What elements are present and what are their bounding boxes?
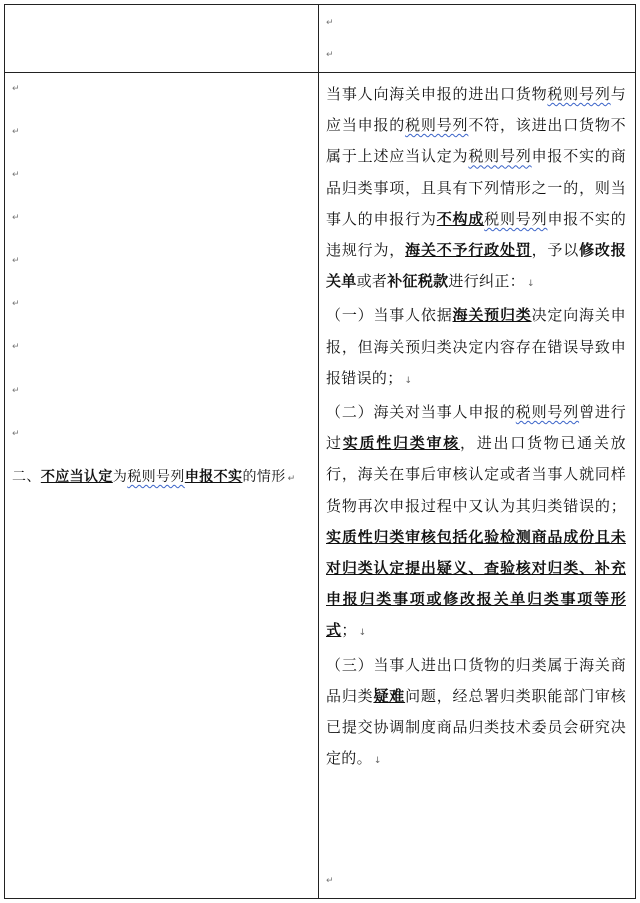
paragraph-mark: ↵: [287, 474, 296, 484]
tariff-term: 税则号列: [547, 85, 611, 103]
label-prefix: 二、: [12, 469, 41, 485]
emphasis-difficult: 疑难: [373, 686, 406, 705]
text: 申报不实的违规行为，: [326, 209, 626, 260]
label-tariff-number: 税则号列: [127, 469, 185, 485]
text: 曾进行过: [326, 403, 626, 453]
text: 申报不实的商品归类事项，且具有下列情形之一的，则当事人的申报行为: [326, 147, 626, 228]
tariff-term: 税则号列: [515, 403, 580, 422]
text: ；: [341, 621, 357, 640]
rule-content: [326, 79, 626, 777]
text: 与应当申报的: [326, 85, 626, 135]
item-two: [326, 397, 626, 650]
text: （二）海关对当事人申报的: [326, 403, 516, 422]
text: ，进出口货物已通关放行，海关在事后审核认定或者当事人就同样货物再次申报过程中又认为其归类错误的；: [326, 434, 626, 515]
tariff-term: 税则号列: [468, 147, 532, 166]
item-one: [326, 300, 626, 397]
line-break-mark: ↓: [358, 628, 367, 639]
label-situation: 的情形: [242, 469, 286, 485]
paragraph-mark: ↵: [12, 299, 20, 309]
paragraph-mark: ↵: [12, 127, 20, 137]
paragraph-mark: ↵: [12, 342, 20, 352]
emphasis-not-constitute: 不构成: [436, 209, 485, 228]
paragraph-mark: ↵: [12, 170, 20, 180]
text: 进行纠正：: [448, 272, 525, 291]
line-break-mark: ↓: [373, 756, 382, 767]
paragraph-mark: ↵: [12, 256, 20, 266]
label-not-recognize: 不应当认定: [40, 469, 113, 485]
paragraph-mark: ↵: [12, 213, 20, 223]
text: ，予以: [531, 241, 580, 260]
paragraph-mark: ↵: [12, 84, 20, 94]
text: 不符，该进出口货物不属于上述应当认定为: [326, 116, 626, 166]
line-break-mark: ↓: [404, 375, 413, 386]
emphasis-review-forms: 实质性归类审核包括化验检测商品成份且未对归类认定提出疑义、查验核对归类、补充申报归类事项或修改报关单归类事项等形式: [326, 527, 626, 640]
paragraph-mark: ↵: [12, 386, 20, 396]
emphasis-pre-classification: 海关预归类: [452, 306, 532, 325]
table-border-right: [635, 4, 636, 899]
paragraph-mark: ↵: [326, 876, 334, 886]
label-false-declaration: 申报不实: [184, 469, 243, 485]
line-break-mark: ↓: [526, 279, 535, 290]
table-column-divider: [318, 4, 319, 899]
paragraph-mark: ↵: [12, 429, 20, 439]
tariff-term: 税则号列: [484, 209, 548, 228]
table-border-top: [4, 4, 636, 5]
text: （一）当事人依据: [326, 306, 453, 325]
text: 问题，经总署归类职能部门审核已提交协调制度商品归类技术委员会研究决定的。: [326, 686, 626, 768]
situation-label: [12, 465, 312, 491]
emphasis-supplement-tax: 补征税款: [387, 272, 449, 291]
text: 或者: [356, 272, 388, 291]
table-row-divider: [4, 72, 636, 73]
text: （三）当事人进出口货物的归类属于海关商品归类: [326, 655, 626, 705]
emphasis-modify-declaration: 修改报关单: [326, 241, 626, 291]
emphasis-no-penalty: 海关不予行政处罚: [405, 241, 532, 260]
text: 当事人向海关申报的进出口货物: [326, 85, 548, 103]
label-as: 为: [112, 469, 128, 485]
item-three: [326, 650, 626, 778]
paragraph-mark: ↵: [326, 18, 334, 28]
intro-paragraph: [326, 79, 626, 300]
emphasis-substantive-review: 实质性归类审核: [342, 434, 460, 453]
table-border-bottom: [4, 898, 636, 899]
tariff-term: 税则号列: [405, 116, 469, 135]
table-border-left: [4, 4, 5, 899]
text: 决定向海关申报，但海关预归类决定内容存在错误导致申报错误的；: [326, 306, 626, 387]
paragraph-mark: ↵: [326, 50, 334, 60]
